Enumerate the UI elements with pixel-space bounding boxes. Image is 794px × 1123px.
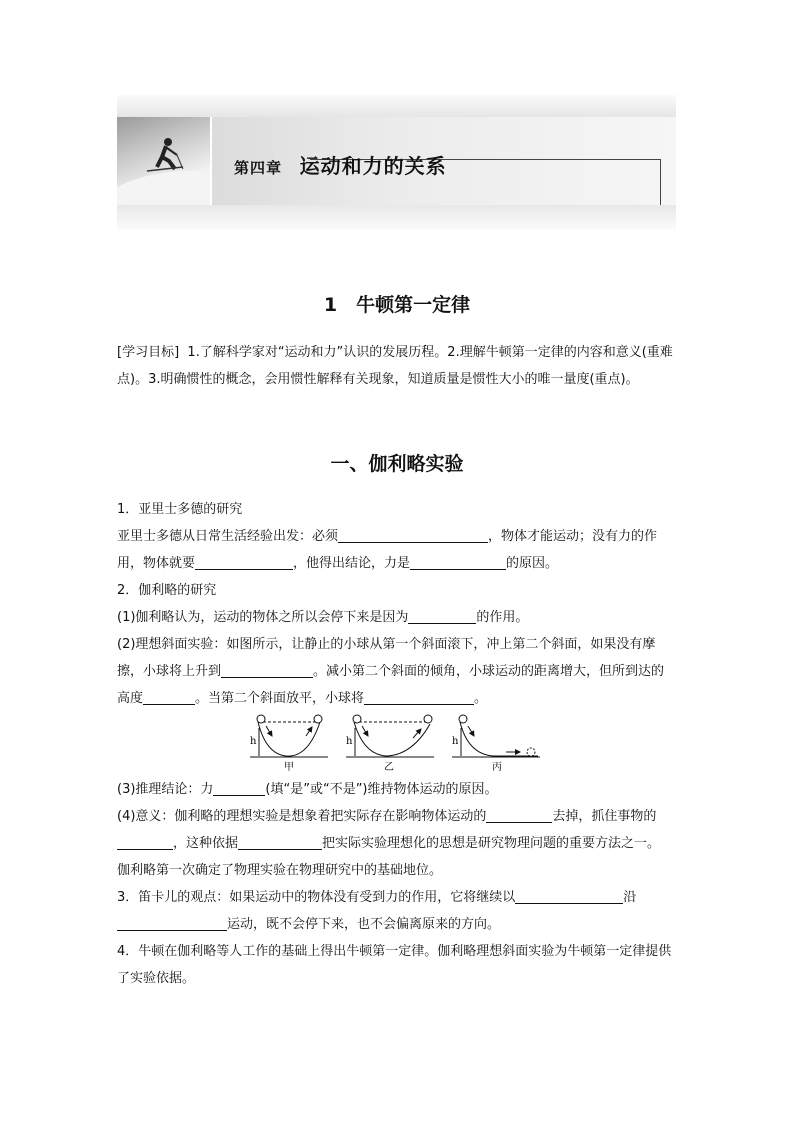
section-body-part2	[117, 776, 677, 992]
height-label: h	[346, 736, 353, 747]
diagram-yi	[346, 715, 434, 772]
diagram-bing	[452, 715, 540, 772]
item1-text-d: 的原因。	[506, 556, 559, 571]
item1-text-b: ，物体才能运动；没有力的作用，物体就要	[117, 529, 658, 571]
answer-blank	[117, 916, 227, 931]
answer-blank	[364, 690, 474, 705]
item4: 4．牛顿在伽利略等人工作的基础上得出牛顿第一定律。伽利略理想斜面实验为牛顿第一定律提供了实验依据。	[117, 944, 672, 986]
item2-4-b: 去掉，抓住事物的	[552, 809, 657, 824]
answer-blank	[213, 781, 265, 796]
answer-blank	[486, 808, 552, 823]
item2-2-a: (2)理想斜面实验：如图所示，让静止的小球从第一个斜面滚下，冲上第二个斜面，如果没有摩擦，小球将上升到	[117, 637, 656, 679]
item2-1-b: 的作用。	[476, 610, 529, 625]
skier-image	[117, 117, 210, 205]
height-label: h	[452, 736, 459, 747]
banner-top-band	[117, 95, 676, 117]
answer-blank	[515, 889, 623, 904]
banner-bottom-band	[117, 205, 676, 230]
item1-text-a: 亚里士多德从日常生活经验出发：必须	[117, 529, 339, 544]
caption-bing: 丙	[492, 762, 502, 772]
item3	[117, 884, 677, 938]
chapter-number: 第四章	[234, 159, 283, 177]
item2-4-d: 把实际实验理想化的思想是研究物理问题的重要方法之一。	[322, 836, 661, 851]
lesson-title: 1 牛顿第一定律	[323, 294, 471, 316]
learning-goals	[117, 339, 677, 393]
answer-blank	[221, 663, 313, 678]
caption-yi: 乙	[384, 762, 394, 772]
answer-blank	[117, 835, 173, 850]
item2-2-b: 。减小第二个斜面的倾角，小球运动的距离增大，但所到达的高度	[117, 664, 665, 706]
answer-blank	[238, 835, 322, 850]
answer-blank	[338, 528, 488, 543]
item2-5: 伽利略第一次确定了物理实验在物理研究中的基础地位。	[117, 863, 443, 878]
item1-text-c: ，他得出结论，力是	[293, 556, 411, 571]
item1-heading: 1．亚里士多德的研究	[117, 502, 243, 517]
item2-1	[117, 604, 677, 631]
height-label: h	[250, 736, 257, 747]
incline-diagrams	[248, 714, 548, 772]
caption-jia: 甲	[284, 762, 294, 772]
chapter-title: 运动和力的关系	[299, 154, 447, 178]
skier-photo	[117, 117, 210, 205]
item1-text	[117, 523, 677, 577]
chapter-heading	[234, 150, 447, 179]
answer-blank	[143, 690, 195, 705]
item2-2	[117, 631, 677, 712]
item2-3	[117, 776, 677, 803]
item2-4-c: ，这种依据	[173, 836, 239, 851]
chapter-banner	[117, 95, 676, 230]
answer-blank	[410, 555, 506, 570]
answer-blank	[408, 609, 476, 624]
item2-3-b: (填“是”或“不是”)维持物体运动的原因。	[265, 782, 498, 797]
item2-3-a: (3)推理结论：力	[117, 782, 214, 797]
item2-1-a: (1)伽利略认为，运动的物体之所以会停下来是因为	[117, 610, 409, 625]
answer-blank	[195, 555, 293, 570]
item2-2-c: 。当第二个斜面放平，小球将	[195, 691, 365, 706]
goals-text: 1.了解科学家对“运动和力”认识的发展历程。2.理解牛顿第一定律的内容和意义(重难点)。3.明确惯性的概念，会用惯性解释有关现象，知道质量是惯性大小的唯一量度(重点)。	[117, 345, 673, 387]
section-body-part1	[117, 496, 677, 712]
section-title-galileo: 一、伽利略实验	[330, 453, 464, 475]
item3-a: 3．笛卡儿的观点：如果运动中的物体没有受到力的作用，它将继续以	[117, 890, 516, 905]
item2-heading: 2．伽利略的研究	[117, 583, 217, 598]
item2-4	[117, 803, 677, 857]
item3-b: 沿	[623, 890, 637, 905]
item2-2-d: 。	[474, 691, 488, 706]
goals-label: [学习目标]	[117, 345, 180, 360]
item2-4-a: (4)意义：伽利略的理想实验是想象着把实际存在影响物体运动的	[117, 809, 487, 824]
diagram-jia	[250, 715, 328, 772]
item3-c: 运动，既不会停下来，也不会偏离原来的方向。	[227, 917, 501, 932]
incline-figure	[248, 714, 548, 776]
